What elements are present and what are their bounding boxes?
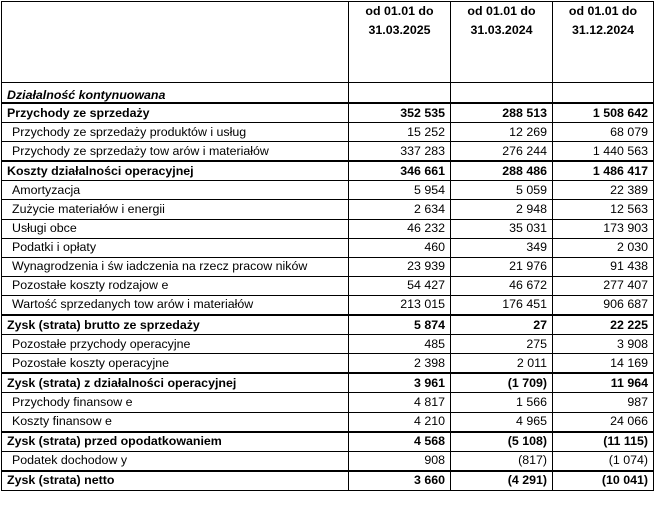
header-period-label: od 01.01 do xyxy=(467,4,536,18)
table-row xyxy=(2,432,654,452)
row-label: Przychody finansow e xyxy=(2,393,349,412)
table-row xyxy=(2,335,654,354)
value-q1-2024: (817) xyxy=(451,451,553,471)
row-label: Wynagrodzenia i św iadczenia na rzecz pracow ników xyxy=(2,257,349,276)
value-fy-2024: (11 115) xyxy=(553,432,654,452)
table-row xyxy=(2,295,654,315)
row-label: Zużycie materiałów i energii xyxy=(2,200,349,219)
row-label: Zysk (strata) z działalności operacyjnej xyxy=(2,373,349,393)
value-fy-2024: 22 389 xyxy=(553,181,654,200)
value-q1-2024: 288 513 xyxy=(451,103,553,123)
row-label: Koszty działalności operacyjnej xyxy=(2,161,349,181)
financial-statement xyxy=(1,1,654,491)
row-label: Pozostałe koszty rodzajow e xyxy=(2,276,349,295)
value-q1-2025: 352 535 xyxy=(349,103,451,123)
row-label: Zysk (strata) netto xyxy=(2,471,349,491)
value-q1-2024: 46 672 xyxy=(451,276,553,295)
table-row xyxy=(2,315,654,335)
value-q1-2025: 337 283 xyxy=(349,142,451,162)
value-fy-2024: 906 687 xyxy=(553,295,654,315)
header-period-date: 31.03.2025 xyxy=(368,23,431,37)
value-q1-2025: 4 568 xyxy=(349,432,451,452)
header-blank-cell xyxy=(2,2,349,83)
row-label: Przychody ze sprzedaży xyxy=(2,103,349,123)
value-fy-2024: 14 169 xyxy=(553,354,654,374)
table-row xyxy=(2,276,654,295)
header-period-fy-2024 xyxy=(553,2,654,83)
header-period-q1-2025 xyxy=(349,2,451,83)
value-q1-2025: 485 xyxy=(349,335,451,354)
value-q1-2025: 54 427 xyxy=(349,276,451,295)
section-title: Działalność kontynuowana xyxy=(2,83,349,104)
value-q1-2024: 288 486 xyxy=(451,161,553,181)
value-q1-2024: 27 xyxy=(451,315,553,335)
table-row xyxy=(2,373,654,393)
row-label: Podatki i opłaty xyxy=(2,238,349,257)
row-label: Pozostałe koszty operacyjne xyxy=(2,354,349,374)
table-row xyxy=(2,142,654,162)
row-label: Wartość sprzedanych tow arów i materiałów xyxy=(2,295,349,315)
value-q1-2025: 3 961 xyxy=(349,373,451,393)
table-row xyxy=(2,219,654,238)
value-q1-2025: 4 817 xyxy=(349,393,451,412)
income-statement-table xyxy=(1,1,654,491)
value-fy-2024: (1 074) xyxy=(553,451,654,471)
header-period-date: 31.12.2024 xyxy=(571,23,634,37)
table-row xyxy=(2,257,654,276)
value-fy-2024: 277 407 xyxy=(553,276,654,295)
table-row xyxy=(2,161,654,181)
value-q1-2025: 908 xyxy=(349,451,451,471)
value-q1-2024: 176 451 xyxy=(451,295,553,315)
value-fy-2024: 173 903 xyxy=(553,219,654,238)
value-fy-2024: 91 438 xyxy=(553,257,654,276)
value-fy-2024: 22 225 xyxy=(553,315,654,335)
value-fy-2024: (10 041) xyxy=(553,471,654,491)
row-label: Zysk (strata) przed opodatkowaniem xyxy=(2,432,349,452)
value-q1-2025: 23 939 xyxy=(349,257,451,276)
value-q1-2025: 460 xyxy=(349,238,451,257)
value-q1-2025: 46 232 xyxy=(349,219,451,238)
header-period-q1-2024 xyxy=(451,2,553,83)
row-label: Przychody ze sprzedaży produktów i usług xyxy=(2,123,349,142)
section-empty-cell xyxy=(451,83,553,104)
row-label: Koszty finansow e xyxy=(2,412,349,432)
value-q1-2025: 2 634 xyxy=(349,200,451,219)
value-fy-2024: 68 079 xyxy=(553,123,654,142)
value-q1-2025: 346 661 xyxy=(349,161,451,181)
table-row xyxy=(2,354,654,374)
value-q1-2025: 15 252 xyxy=(349,123,451,142)
value-q1-2024: 2 948 xyxy=(451,200,553,219)
value-q1-2024: 349 xyxy=(451,238,553,257)
table-row xyxy=(2,200,654,219)
value-q1-2024: 276 244 xyxy=(451,142,553,162)
value-q1-2025: 5 874 xyxy=(349,315,451,335)
row-label: Usługi obce xyxy=(2,219,349,238)
table-row xyxy=(2,393,654,412)
value-fy-2024: 1 486 417 xyxy=(553,161,654,181)
section-empty-cell xyxy=(553,83,654,104)
row-label: Przychody ze sprzedaży tow arów i materiałów xyxy=(2,142,349,162)
value-q1-2024: 2 011 xyxy=(451,354,553,374)
value-q1-2025: 3 660 xyxy=(349,471,451,491)
value-fy-2024: 2 030 xyxy=(553,238,654,257)
value-fy-2024: 1 508 642 xyxy=(553,103,654,123)
value-q1-2024: 5 059 xyxy=(451,181,553,200)
section-row xyxy=(2,83,654,104)
row-label: Amortyzacja xyxy=(2,181,349,200)
section-empty-cell xyxy=(349,83,451,104)
table-row xyxy=(2,451,654,471)
value-q1-2025: 213 015 xyxy=(349,295,451,315)
header-period-label: od 01.01 do xyxy=(568,4,638,18)
table-row xyxy=(2,103,654,123)
table-row xyxy=(2,238,654,257)
value-q1-2025: 5 954 xyxy=(349,181,451,200)
value-q1-2024: 1 566 xyxy=(451,393,553,412)
value-fy-2024: 1 440 563 xyxy=(553,142,654,162)
value-fy-2024: 3 908 xyxy=(553,335,654,354)
value-q1-2024: (1 709) xyxy=(451,373,553,393)
table-row xyxy=(2,412,654,432)
header-row xyxy=(2,2,654,83)
value-fy-2024: 24 066 xyxy=(553,412,654,432)
value-q1-2025: 2 398 xyxy=(349,354,451,374)
value-q1-2024: 275 xyxy=(451,335,553,354)
value-q1-2024: 4 965 xyxy=(451,412,553,432)
header-period-date: 31.03.2024 xyxy=(470,23,533,37)
value-q1-2024: (4 291) xyxy=(451,471,553,491)
value-q1-2024: (5 108) xyxy=(451,432,553,452)
table-row xyxy=(2,181,654,200)
row-label: Podatek dochodow y xyxy=(2,451,349,471)
value-fy-2024: 11 964 xyxy=(553,373,654,393)
table-row xyxy=(2,123,654,142)
value-q1-2025: 4 210 xyxy=(349,412,451,432)
value-fy-2024: 987 xyxy=(553,393,654,412)
table-row xyxy=(2,471,654,491)
row-label: Pozostałe przychody operacyjne xyxy=(2,335,349,354)
header-period-label: od 01.01 do xyxy=(365,4,434,18)
value-q1-2024: 21 976 xyxy=(451,257,553,276)
value-fy-2024: 12 563 xyxy=(553,200,654,219)
value-q1-2024: 12 269 xyxy=(451,123,553,142)
row-label: Zysk (strata) brutto ze sprzedaży xyxy=(2,315,349,335)
value-q1-2024: 35 031 xyxy=(451,219,553,238)
